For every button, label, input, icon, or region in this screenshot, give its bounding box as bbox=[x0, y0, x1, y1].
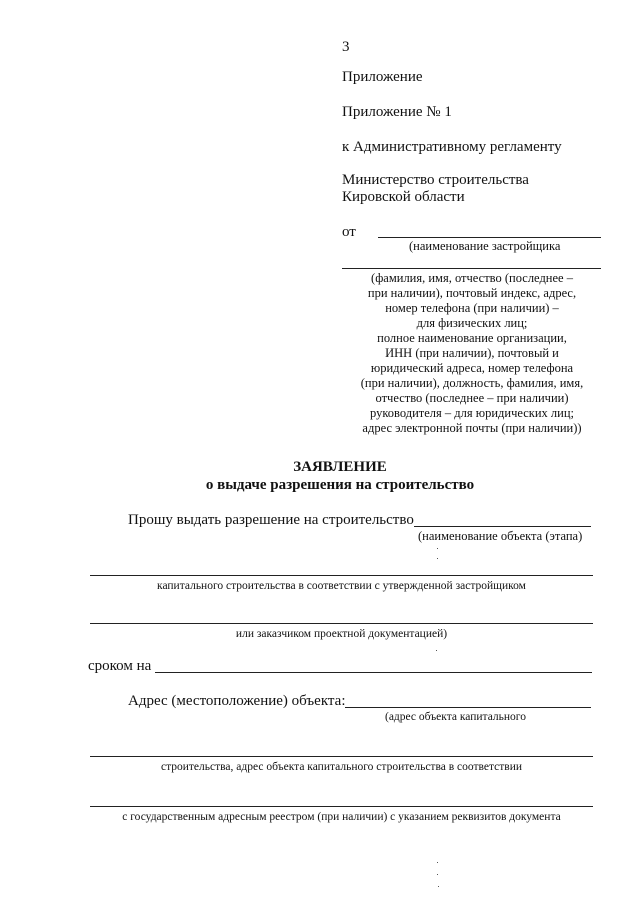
scan-speck bbox=[438, 886, 439, 887]
caption-registry: с государственным адресным реестром (при наличии) с указанием реквизитов документа bbox=[122, 811, 561, 823]
developer-name-line bbox=[378, 237, 601, 238]
caption-construction: строительства, адрес объекта капитального строительства в соответствии bbox=[160, 761, 523, 773]
developer-caption: (наименование застройщика bbox=[409, 239, 561, 253]
request-text: Прошу выдать разрешение на строительство bbox=[128, 512, 414, 528]
developer-details-line-10: руководителя – для юридических лиц; bbox=[370, 406, 574, 420]
caption-capital: капитального строительства в соответствии с утвержденной застройщиком bbox=[157, 580, 526, 592]
object-caption: (наименование объекта (этапа) bbox=[418, 529, 583, 543]
developer-details-line-4: для физических лиц; bbox=[416, 316, 528, 330]
address-line-2 bbox=[90, 756, 593, 757]
regulation-label: к Административному регламенту bbox=[342, 139, 562, 155]
scan-speck bbox=[436, 650, 437, 651]
developer-details-line bbox=[342, 268, 601, 269]
object-name-line bbox=[414, 526, 591, 527]
document-subtitle: о выдаче разрешения на строительство bbox=[205, 477, 475, 493]
object-line-3 bbox=[90, 623, 593, 624]
address-caption: (адрес объекта капитального bbox=[385, 711, 526, 723]
term-label: сроком на bbox=[88, 658, 152, 674]
address-label: Адрес (местоположение) объекта: bbox=[128, 693, 346, 709]
developer-details-line-1: (фамилия, имя, отчество (последнее – bbox=[371, 271, 573, 285]
appendix-number: Приложение № 1 bbox=[342, 104, 452, 120]
developer-details-line-2: при наличии), почтовый индекс, адрес, bbox=[367, 286, 577, 300]
scan-speck bbox=[437, 548, 438, 549]
developer-details-line-9: отчество (последнее – при наличии) bbox=[375, 391, 569, 405]
developer-details-line-5: полное наименование организации, bbox=[377, 331, 567, 345]
developer-details-line-6: ИНН (при наличии), почтовый и bbox=[385, 346, 559, 360]
page-number: 3 bbox=[342, 39, 350, 55]
document-title: ЗАЯВЛЕНИЕ bbox=[293, 459, 387, 475]
developer-details-line-7: юридический адреса, номер телефона bbox=[370, 361, 574, 375]
scan-speck bbox=[437, 558, 438, 559]
developer-details-line-8: (при наличии), должность, фамилия, имя, bbox=[360, 376, 584, 390]
term-line bbox=[155, 672, 592, 673]
scan-speck bbox=[437, 862, 438, 863]
ministry-line-1: Министерство строительства bbox=[342, 172, 529, 188]
ministry-line-2: Кировской области bbox=[342, 189, 465, 205]
appendix-label: Приложение bbox=[342, 69, 423, 85]
from-label: от bbox=[342, 224, 356, 240]
object-line-2 bbox=[90, 575, 593, 576]
address-line bbox=[345, 707, 591, 708]
address-line-3 bbox=[90, 806, 593, 807]
caption-customer: или заказчиком проектной документацией) bbox=[235, 628, 448, 640]
developer-details-line-3: номер телефона (при наличии) – bbox=[385, 301, 559, 315]
developer-details bbox=[340, 271, 604, 436]
scan-speck bbox=[437, 874, 438, 875]
developer-details-line-11: адрес электронной почты (при наличии)) bbox=[362, 421, 582, 435]
